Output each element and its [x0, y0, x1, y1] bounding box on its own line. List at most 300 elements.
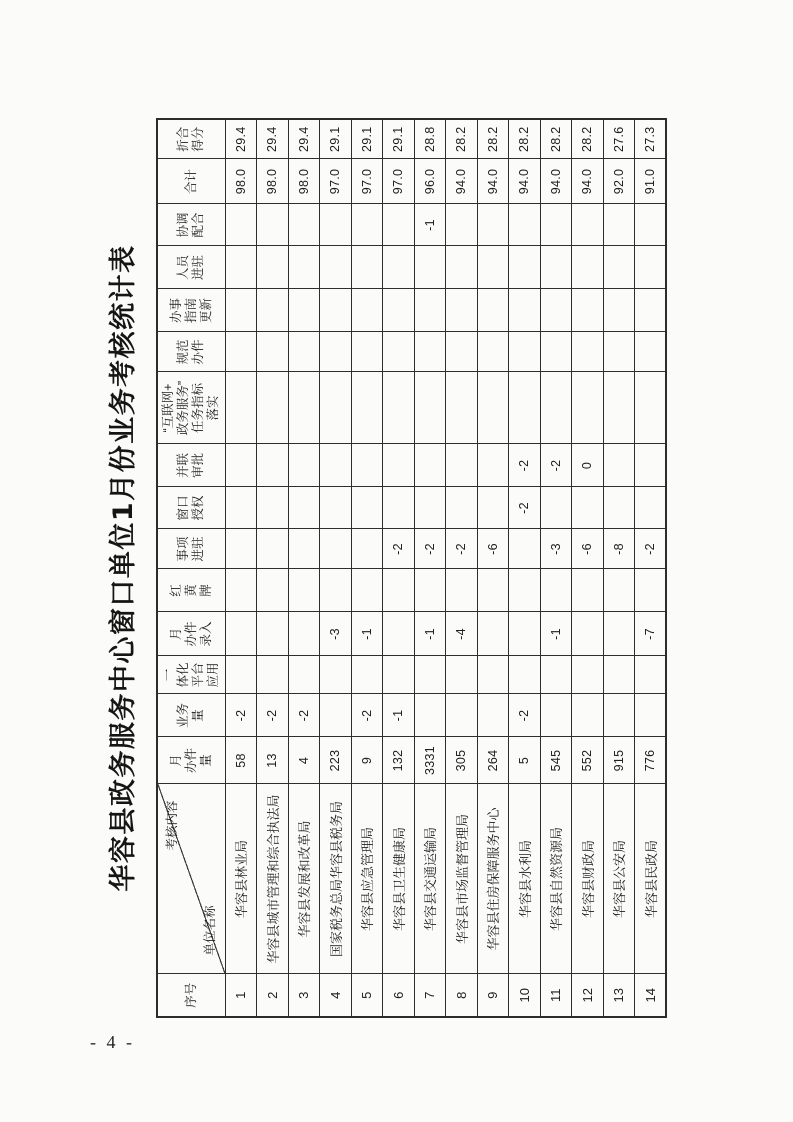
unit-name-cell: 华容县民政局	[635, 784, 667, 974]
value-cell-business_volume: -2	[509, 694, 541, 737]
value-cell-parallel_approval: 0	[572, 444, 604, 487]
header-label-line: “互联网+	[161, 383, 176, 433]
value-cell-staff_settlement	[257, 246, 289, 289]
value-cell-item_settlement: -3	[540, 529, 572, 569]
rotated-table-area	[104, 118, 670, 1018]
value-cell-monthly_items: 545	[540, 737, 572, 784]
value-cell-business_volume: -2	[257, 694, 289, 737]
header-label-line: 折合	[176, 126, 191, 152]
unit-name-cell: 华容县林业局	[225, 784, 257, 974]
value-cell-red_yellow_card	[540, 569, 572, 612]
value-cell-red_yellow_card	[414, 569, 446, 612]
value-cell-total: 98.0	[288, 159, 320, 204]
value-cell-monthly_items: 223	[320, 737, 352, 784]
value-cell-converted_score: 29.4	[288, 119, 320, 159]
value-cell-staff_settlement	[477, 246, 509, 289]
value-cell-standard_handling	[635, 332, 667, 372]
column-header-internet_gov_service	[157, 372, 225, 444]
diagonal-label-assessment-content: 考核内容	[165, 800, 179, 851]
serial-cell: 8	[446, 974, 478, 1017]
value-cell-converted_score: 29.4	[257, 119, 289, 159]
value-cell-item_settlement: -8	[603, 529, 635, 569]
serial-cell: 2	[257, 974, 289, 1017]
header-label-line: 办事	[168, 298, 183, 324]
value-cell-red_yellow_card	[288, 569, 320, 612]
value-cell-business_volume: -2	[351, 694, 383, 737]
value-cell-staff_settlement	[446, 246, 478, 289]
column-header-standard_handling	[157, 332, 225, 372]
value-cell-business_volume: -1	[383, 694, 415, 737]
value-cell-parallel_approval	[257, 444, 289, 487]
column-header-staff_settlement	[157, 246, 225, 289]
value-cell-red_yellow_card	[257, 569, 289, 612]
value-cell-standard_handling	[383, 332, 415, 372]
unit-name-cell: 华容县水利局	[509, 784, 541, 974]
header-label-line: 红	[168, 584, 183, 597]
value-cell-business_volume	[446, 694, 478, 737]
table-row	[288, 119, 320, 1017]
value-cell-monthly_entry: -1	[540, 612, 572, 656]
value-cell-guide_update	[288, 289, 320, 332]
value-cell-internet_gov_service	[572, 372, 604, 444]
value-cell-internet_gov_service	[477, 372, 509, 444]
value-cell-integrated_platform	[603, 656, 635, 694]
value-cell-business_volume	[320, 694, 352, 737]
unit-name-cell: 华容县自然资源局	[540, 784, 572, 974]
value-cell-staff_settlement	[635, 246, 667, 289]
table-row	[414, 119, 446, 1017]
value-cell-window_authorization	[257, 487, 289, 529]
column-header-monthly_entry	[157, 612, 225, 656]
value-cell-internet_gov_service	[540, 372, 572, 444]
table-row	[540, 119, 572, 1017]
table-row	[509, 119, 541, 1017]
unit-name-cell: 华容县交通运输局	[414, 784, 446, 974]
table-row	[446, 119, 478, 1017]
value-cell-business_volume: -2	[288, 694, 320, 737]
value-cell-business_volume	[477, 694, 509, 737]
header-label-line: 办件	[183, 621, 198, 647]
header-label-line: 人员	[176, 255, 191, 281]
value-cell-item_settlement	[225, 529, 257, 569]
column-header-unit-name	[157, 784, 225, 974]
value-cell-monthly_entry: -1	[351, 612, 383, 656]
table-row	[603, 119, 635, 1017]
value-cell-total: 94.0	[446, 159, 478, 204]
value-cell-monthly_entry	[225, 612, 257, 656]
value-cell-parallel_approval	[635, 444, 667, 487]
value-cell-item_settlement: -6	[572, 529, 604, 569]
value-cell-standard_handling	[320, 332, 352, 372]
value-cell-staff_settlement	[572, 246, 604, 289]
value-cell-coordination	[446, 204, 478, 246]
table-row	[383, 119, 415, 1017]
value-cell-monthly_entry	[477, 612, 509, 656]
value-cell-coordination	[635, 204, 667, 246]
column-header-integrated_platform	[157, 656, 225, 694]
header-label-line: 得分	[191, 126, 206, 152]
value-cell-converted_score: 29.4	[225, 119, 257, 159]
value-cell-guide_update	[383, 289, 415, 332]
header-label-line: 落实	[206, 395, 221, 421]
value-cell-converted_score: 29.1	[320, 119, 352, 159]
column-header-red_yellow_card	[157, 569, 225, 612]
table-row	[225, 119, 257, 1017]
value-cell-total: 97.0	[383, 159, 415, 204]
value-cell-staff_settlement	[383, 246, 415, 289]
table-header	[157, 119, 225, 1017]
unit-name-cell: 国家税务总局华容县税务局	[320, 784, 352, 974]
header-row	[157, 119, 225, 1017]
value-cell-monthly_items: 915	[603, 737, 635, 784]
value-cell-window_authorization	[477, 487, 509, 529]
value-cell-standard_handling	[603, 332, 635, 372]
value-cell-item_settlement: -2	[414, 529, 446, 569]
unit-name-cell: 华容县发展和改革局	[288, 784, 320, 974]
unit-name-cell: 华容县卫生健康局	[383, 784, 415, 974]
value-cell-item_settlement: -6	[477, 529, 509, 569]
value-cell-window_authorization	[540, 487, 572, 529]
value-cell-window_authorization	[288, 487, 320, 529]
value-cell-internet_gov_service	[603, 372, 635, 444]
table-row	[635, 119, 667, 1017]
value-cell-coordination: -1	[414, 204, 446, 246]
value-cell-converted_score: 28.8	[414, 119, 446, 159]
header-label-line: 月	[168, 754, 183, 767]
value-cell-guide_update	[572, 289, 604, 332]
value-cell-converted_score: 29.1	[351, 119, 383, 159]
value-cell-internet_gov_service	[225, 372, 257, 444]
value-cell-integrated_platform	[320, 656, 352, 694]
value-cell-window_authorization	[383, 487, 415, 529]
value-cell-total: 94.0	[540, 159, 572, 204]
header-label-line: 合计	[183, 169, 198, 195]
value-cell-window_authorization	[635, 487, 667, 529]
value-cell-total: 94.0	[509, 159, 541, 204]
value-cell-coordination	[320, 204, 352, 246]
value-cell-parallel_approval	[288, 444, 320, 487]
value-cell-red_yellow_card	[477, 569, 509, 612]
value-cell-integrated_platform	[446, 656, 478, 694]
header-label-line: 序号	[183, 982, 198, 1008]
value-cell-parallel_approval	[477, 444, 509, 487]
value-cell-monthly_items: 264	[477, 737, 509, 784]
header-label-line: 规范	[176, 339, 191, 365]
value-cell-window_authorization	[320, 487, 352, 529]
header-label-line: 协调	[176, 212, 191, 238]
value-cell-monthly_entry	[288, 612, 320, 656]
value-cell-monthly_items: 58	[225, 737, 257, 784]
page-title: 华容县政务服务中心窗口单位1月份业务考核统计表	[108, 244, 139, 892]
header-label-line: 并联	[176, 453, 191, 479]
value-cell-guide_update	[320, 289, 352, 332]
value-cell-monthly_entry	[383, 612, 415, 656]
value-cell-internet_gov_service	[257, 372, 289, 444]
value-cell-total: 91.0	[635, 159, 667, 204]
header-label-line: 事项	[176, 536, 191, 562]
value-cell-total: 94.0	[572, 159, 604, 204]
value-cell-monthly_items: 132	[383, 737, 415, 784]
value-cell-integrated_platform	[351, 656, 383, 694]
value-cell-converted_score: 28.2	[477, 119, 509, 159]
value-cell-monthly_entry: -3	[320, 612, 352, 656]
column-header-coordination	[157, 204, 225, 246]
value-cell-staff_settlement	[320, 246, 352, 289]
value-cell-internet_gov_service	[351, 372, 383, 444]
value-cell-parallel_approval	[446, 444, 478, 487]
serial-cell: 5	[351, 974, 383, 1017]
value-cell-internet_gov_service	[320, 372, 352, 444]
value-cell-item_settlement	[509, 529, 541, 569]
value-cell-business_volume	[635, 694, 667, 737]
value-cell-item_settlement	[320, 529, 352, 569]
value-cell-standard_handling	[414, 332, 446, 372]
value-cell-coordination	[288, 204, 320, 246]
value-cell-red_yellow_card	[446, 569, 478, 612]
value-cell-parallel_approval: -2	[540, 444, 572, 487]
value-cell-total: 97.0	[351, 159, 383, 204]
header-label-line: 黄	[183, 584, 198, 597]
value-cell-standard_handling	[225, 332, 257, 372]
value-cell-business_volume	[540, 694, 572, 737]
value-cell-guide_update	[225, 289, 257, 332]
value-cell-integrated_platform	[635, 656, 667, 694]
header-label-line: 平台	[191, 662, 206, 688]
value-cell-coordination	[572, 204, 604, 246]
diagonal-label-unit-name: 单位名称	[202, 905, 217, 956]
header-label-line: 办件	[183, 748, 198, 774]
value-cell-coordination	[351, 204, 383, 246]
header-label-line: 量	[198, 754, 213, 767]
value-cell-converted_score: 28.2	[572, 119, 604, 159]
value-cell-window_authorization	[225, 487, 257, 529]
value-cell-window_authorization	[603, 487, 635, 529]
value-cell-window_authorization	[351, 487, 383, 529]
value-cell-coordination	[603, 204, 635, 246]
value-cell-red_yellow_card	[509, 569, 541, 612]
header-label-line: 审批	[191, 453, 206, 479]
column-header-converted_score	[157, 119, 225, 159]
unit-name-cell: 华容县财政局	[572, 784, 604, 974]
table-row	[257, 119, 289, 1017]
value-cell-item_settlement: -2	[446, 529, 478, 569]
value-cell-window_authorization: -2	[509, 487, 541, 529]
value-cell-guide_update	[540, 289, 572, 332]
header-label-line: 应用	[206, 662, 221, 688]
value-cell-guide_update	[477, 289, 509, 332]
value-cell-item_settlement: -2	[383, 529, 415, 569]
header-label-line: 更新	[198, 298, 213, 324]
value-cell-parallel_approval	[603, 444, 635, 487]
assessment-table	[156, 118, 667, 1018]
value-cell-guide_update	[603, 289, 635, 332]
unit-name-cell: 华容县城市管理和综合执法局	[257, 784, 289, 974]
value-cell-internet_gov_service	[509, 372, 541, 444]
value-cell-total: 94.0	[477, 159, 509, 204]
value-cell-red_yellow_card	[225, 569, 257, 612]
value-cell-integrated_platform	[540, 656, 572, 694]
value-cell-standard_handling	[509, 332, 541, 372]
value-cell-item_settlement: -2	[635, 529, 667, 569]
value-cell-total: 97.0	[320, 159, 352, 204]
value-cell-business_volume	[572, 694, 604, 737]
value-cell-parallel_approval	[414, 444, 446, 487]
value-cell-monthly_items: 13	[257, 737, 289, 784]
column-header-parallel_approval	[157, 444, 225, 487]
value-cell-guide_update	[351, 289, 383, 332]
serial-cell: 6	[383, 974, 415, 1017]
value-cell-total: 96.0	[414, 159, 446, 204]
value-cell-integrated_platform	[509, 656, 541, 694]
value-cell-window_authorization	[414, 487, 446, 529]
value-cell-integrated_platform	[572, 656, 604, 694]
column-header-guide_update	[157, 289, 225, 332]
value-cell-guide_update	[414, 289, 446, 332]
value-cell-monthly_items: 776	[635, 737, 667, 784]
value-cell-monthly_items: 4	[288, 737, 320, 784]
table-row	[351, 119, 383, 1017]
value-cell-coordination	[257, 204, 289, 246]
value-cell-parallel_approval	[320, 444, 352, 487]
value-cell-coordination	[225, 204, 257, 246]
column-header-total	[157, 159, 225, 204]
value-cell-monthly_entry	[603, 612, 635, 656]
unit-name-cell: 华容县市场监督管理局	[446, 784, 478, 974]
value-cell-standard_handling	[572, 332, 604, 372]
value-cell-red_yellow_card	[320, 569, 352, 612]
value-cell-staff_settlement	[603, 246, 635, 289]
value-cell-guide_update	[635, 289, 667, 332]
value-cell-window_authorization	[572, 487, 604, 529]
value-cell-integrated_platform	[225, 656, 257, 694]
unit-name-cell: 华容县公安局	[603, 784, 635, 974]
header-label-line: 月	[168, 627, 183, 641]
value-cell-red_yellow_card	[603, 569, 635, 612]
table-row	[477, 119, 509, 1017]
header-label-line: 体化	[176, 662, 191, 688]
value-cell-monthly_entry: -1	[414, 612, 446, 656]
value-cell-integrated_platform	[477, 656, 509, 694]
header-label-line: 政务服务”	[176, 380, 191, 436]
serial-cell: 14	[635, 974, 667, 1017]
value-cell-parallel_approval	[225, 444, 257, 487]
value-cell-monthly_items: 9	[351, 737, 383, 784]
header-label-line: 任务指标	[191, 383, 206, 434]
table-row	[572, 119, 604, 1017]
value-cell-standard_handling	[288, 332, 320, 372]
column-header-serial	[157, 974, 225, 1017]
value-cell-coordination	[540, 204, 572, 246]
header-label-line: 录入	[198, 621, 213, 647]
header-label-line: 进驻	[191, 255, 206, 281]
value-cell-converted_score: 29.1	[383, 119, 415, 159]
table-row	[320, 119, 352, 1017]
value-cell-monthly_items: 305	[446, 737, 478, 784]
value-cell-integrated_platform	[414, 656, 446, 694]
value-cell-standard_handling	[540, 332, 572, 372]
value-cell-monthly_entry: -4	[446, 612, 478, 656]
value-cell-item_settlement	[288, 529, 320, 569]
value-cell-business_volume: -2	[225, 694, 257, 737]
header-label-line: 进驻	[191, 536, 206, 562]
column-header-business_volume	[157, 694, 225, 737]
value-cell-staff_settlement	[351, 246, 383, 289]
value-cell-red_yellow_card	[572, 569, 604, 612]
page-number: - 4 -	[90, 1032, 135, 1052]
serial-cell: 11	[540, 974, 572, 1017]
value-cell-parallel_approval	[383, 444, 415, 487]
value-cell-converted_score: 27.3	[635, 119, 667, 159]
value-cell-internet_gov_service	[635, 372, 667, 444]
value-cell-parallel_approval: -2	[509, 444, 541, 487]
serial-cell: 10	[509, 974, 541, 1017]
column-header-item_settlement	[157, 529, 225, 569]
value-cell-standard_handling	[257, 332, 289, 372]
value-cell-integrated_platform	[383, 656, 415, 694]
value-cell-parallel_approval	[351, 444, 383, 487]
value-cell-internet_gov_service	[383, 372, 415, 444]
header-label-line: 业务	[176, 703, 191, 729]
value-cell-monthly_items: 5	[509, 737, 541, 784]
header-label-line: 窗口	[176, 495, 191, 521]
value-cell-standard_handling	[446, 332, 478, 372]
serial-cell: 9	[477, 974, 509, 1017]
value-cell-red_yellow_card	[351, 569, 383, 612]
rotated-content	[104, 118, 670, 1018]
unit-name-cell: 华容县应急管理局	[351, 784, 383, 974]
value-cell-total: 98.0	[225, 159, 257, 204]
value-cell-staff_settlement	[509, 246, 541, 289]
column-header-window_authorization	[157, 487, 225, 529]
value-cell-monthly_entry	[572, 612, 604, 656]
serial-cell: 13	[603, 974, 635, 1017]
value-cell-integrated_platform	[257, 656, 289, 694]
value-cell-staff_settlement	[288, 246, 320, 289]
value-cell-integrated_platform	[288, 656, 320, 694]
value-cell-converted_score: 28.2	[509, 119, 541, 159]
serial-cell: 3	[288, 974, 320, 1017]
value-cell-converted_score: 27.6	[603, 119, 635, 159]
value-cell-staff_settlement	[414, 246, 446, 289]
header-label-line: 量	[191, 709, 206, 722]
value-cell-monthly_entry: -7	[635, 612, 667, 656]
value-cell-internet_gov_service	[446, 372, 478, 444]
value-cell-business_volume	[603, 694, 635, 737]
value-cell-internet_gov_service	[288, 372, 320, 444]
table-body	[225, 119, 666, 1017]
value-cell-staff_settlement	[540, 246, 572, 289]
value-cell-guide_update	[509, 289, 541, 332]
value-cell-total: 92.0	[603, 159, 635, 204]
serial-cell: 1	[225, 974, 257, 1017]
value-cell-monthly_entry	[509, 612, 541, 656]
value-cell-coordination	[477, 204, 509, 246]
header-label-line: 办件	[191, 339, 206, 365]
value-cell-staff_settlement	[225, 246, 257, 289]
header-label-line: 配合	[191, 212, 206, 238]
value-cell-monthly_items: 3331	[414, 737, 446, 784]
header-label-line: 牌	[198, 584, 213, 597]
unit-name-cell: 华容县住房保障服务中心	[477, 784, 509, 974]
value-cell-converted_score: 28.2	[446, 119, 478, 159]
column-header-monthly_items	[157, 737, 225, 784]
value-cell-red_yellow_card	[383, 569, 415, 612]
value-cell-monthly_items: 552	[572, 737, 604, 784]
value-cell-internet_gov_service	[414, 372, 446, 444]
value-cell-item_settlement	[257, 529, 289, 569]
value-cell-standard_handling	[351, 332, 383, 372]
header-label-line: 指南	[183, 298, 198, 324]
